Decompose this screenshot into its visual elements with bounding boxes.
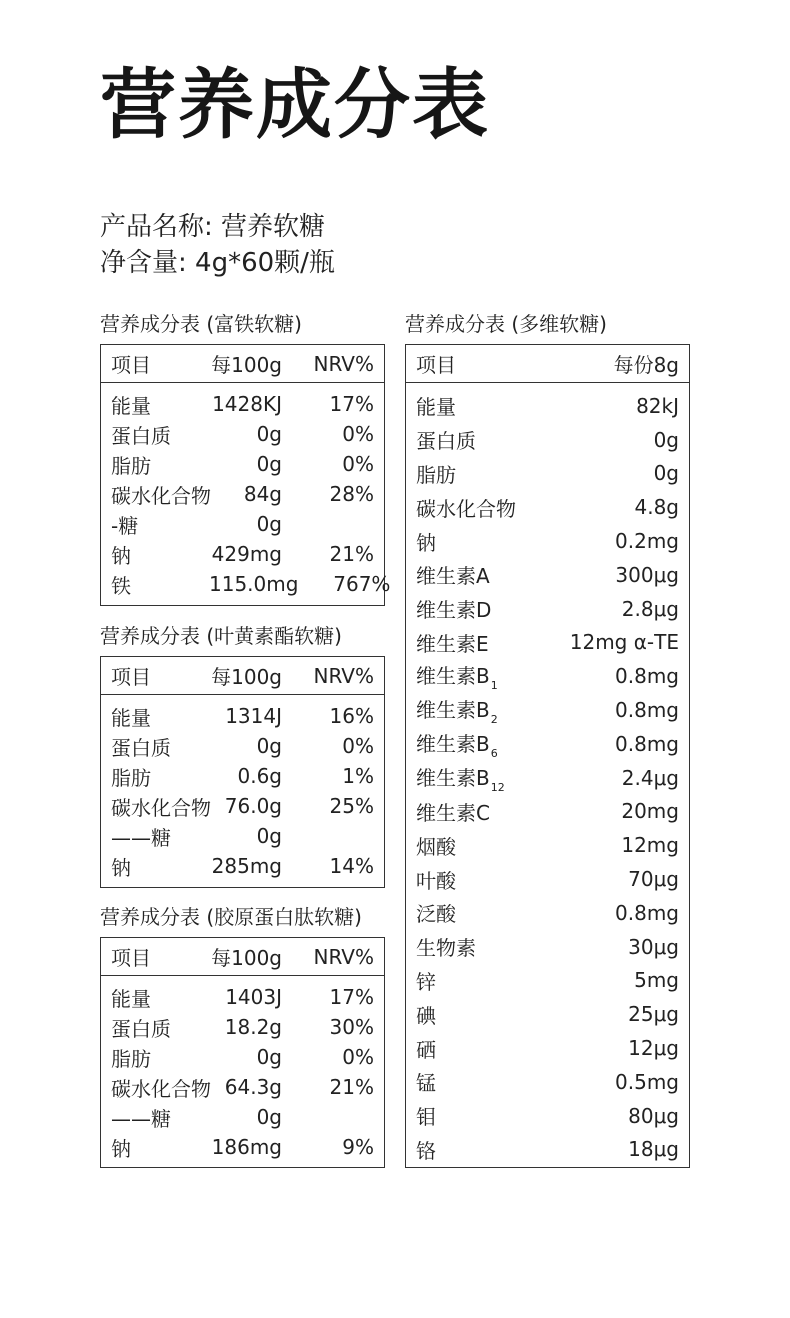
nutrient-value: 18.2g <box>224 1015 282 1039</box>
nutrient-name: 碳水化合物 <box>111 795 211 820</box>
nutrient-value: 12mg <box>621 833 679 858</box>
table-row <box>406 1133 689 1167</box>
table-row <box>101 1102 384 1132</box>
table-row <box>406 659 689 693</box>
table-row <box>406 997 689 1031</box>
nutrient-nrv: 16% <box>329 704 374 728</box>
nutrient-name: 硒 <box>416 1037 436 1062</box>
nutrient-value: 0g <box>256 824 282 848</box>
header-per100g: 每100g <box>211 353 282 377</box>
nutrient-name: 锰 <box>416 1071 436 1096</box>
table-row <box>406 626 689 660</box>
nutrient-value: 0.8mg <box>615 698 679 723</box>
collagen-table-caption: 营养成分表 (胶原蛋白肽软糖) <box>100 905 362 929</box>
nutrient-name: 碘 <box>416 1003 436 1028</box>
nutrient-nrv: 30% <box>329 1015 374 1039</box>
nutrient-name: 钠 <box>111 855 131 880</box>
nutrient-name: -糖 <box>111 513 139 538</box>
table-row <box>101 479 384 509</box>
header-nrv: NRV% <box>313 351 374 376</box>
table-row <box>406 761 689 795</box>
table-row <box>406 389 689 423</box>
nutrient-nrv: 0% <box>342 1045 374 1069</box>
table-row <box>406 964 689 998</box>
nutrient-name: 钠 <box>111 1136 131 1161</box>
vitamin-subscript: 1 <box>490 679 498 693</box>
header-nrv: NRV% <box>313 944 374 969</box>
nutrient-name: 钠 <box>416 530 436 555</box>
table-row <box>101 419 384 449</box>
nutrient-name: 锌 <box>416 969 436 994</box>
nutrient-value: 12μg <box>628 1036 679 1061</box>
nutrient-value: 0g <box>653 427 679 452</box>
nutrient-value: 0g <box>653 461 679 486</box>
table-row <box>101 389 384 419</box>
nutrient-nrv: 17% <box>329 985 374 1009</box>
table-row <box>101 851 384 881</box>
nutrient-nrv: 0% <box>342 734 374 758</box>
nutrient-nrv: 0% <box>342 422 374 446</box>
nutrient-name: 维生素$B_1$ <box>416 664 498 693</box>
collagen-nutrition-table <box>100 937 385 1168</box>
nutrient-value: 2.4μg <box>621 765 679 790</box>
table-row <box>406 1065 689 1099</box>
table-row <box>101 982 384 1012</box>
nutrient-name: 维生素$B_2$ <box>416 698 498 727</box>
nutrient-nrv: 1% <box>342 764 374 788</box>
nutrient-value: 0.8mg <box>615 731 679 756</box>
table-row <box>406 457 689 491</box>
table-row <box>101 821 384 851</box>
nutrient-name: 钠 <box>111 543 131 568</box>
nutrient-name: 维生素E <box>416 631 489 656</box>
table-body <box>406 383 689 1166</box>
nutrient-value: 0g <box>256 512 282 536</box>
nutrient-value: 0.8mg <box>615 900 679 925</box>
nutrient-name: 蛋白质 <box>416 429 476 454</box>
table-row <box>406 896 689 930</box>
nutrient-value: 18μg <box>628 1137 679 1162</box>
nutrient-name: 碳水化合物 <box>111 1076 211 1101</box>
nutrient-nrv: 28% <box>329 482 374 506</box>
nutrient-name: 能量 <box>111 705 151 730</box>
header-nrv: NRV% <box>313 663 374 688</box>
nutrient-value: 0.5mg <box>615 1069 679 1094</box>
table-header <box>101 345 384 383</box>
table-header <box>406 345 689 383</box>
nutrient-name: 铬 <box>416 1138 436 1163</box>
nutrient-value: 70μg <box>628 867 679 892</box>
nutrient-value: 285mg <box>211 854 282 878</box>
nutrient-nrv: 25% <box>329 794 374 818</box>
nutrient-name: 能量 <box>111 986 151 1011</box>
nutrient-name: ——糖 <box>111 1106 171 1131</box>
table-body <box>101 976 384 1162</box>
header-item: 项目 <box>111 665 151 689</box>
table-row <box>101 449 384 479</box>
table-row <box>101 701 384 731</box>
vitamin-subscript: 12 <box>490 780 505 794</box>
iron-table-caption: 营养成分表 (富铁软糖) <box>100 312 302 336</box>
table-header <box>101 657 384 695</box>
nutrient-value: 0g <box>256 452 282 476</box>
nutrient-name: ——糖 <box>111 825 171 850</box>
nutrient-nrv: 14% <box>329 854 374 878</box>
nutrient-nrv: 0% <box>342 452 374 476</box>
product-name: 产品名称: 营养软糖 <box>100 212 326 242</box>
iron-nutrition-table <box>100 344 391 606</box>
nutrient-value: 4.8g <box>634 495 679 520</box>
nutrient-name: 维生素$B_6$ <box>416 731 498 760</box>
lutein-table-caption: 营养成分表 (叶黄素酯软糖) <box>100 624 342 648</box>
nutrient-value: 115.0mg <box>209 572 299 596</box>
nutrient-nrv: 21% <box>329 1075 374 1099</box>
nutrient-name: 泛酸 <box>416 902 456 927</box>
table-row <box>101 731 384 761</box>
nutrient-name: 碳水化合物 <box>416 496 516 521</box>
nutrient-name: 碳水化合物 <box>111 483 211 508</box>
table-row <box>101 791 384 821</box>
table-header <box>101 938 384 976</box>
nutrient-value: 76.0g <box>224 794 282 818</box>
header-item: 项目 <box>111 946 151 970</box>
page-title: 营养成分表 <box>100 60 490 149</box>
nutrient-name: 维生素D <box>416 598 492 623</box>
nutrient-value: 80μg <box>628 1103 679 1128</box>
table-row <box>406 693 689 727</box>
nutrient-value: 0g <box>256 1105 282 1129</box>
nutrient-name: 脂肪 <box>111 1046 151 1071</box>
nutrient-value: 20mg <box>621 799 679 824</box>
nutrient-value: 12mg α-TE <box>569 630 679 655</box>
header-per100g: 每100g <box>211 665 282 689</box>
nutrient-value: 30μg <box>628 934 679 959</box>
table-row <box>406 795 689 829</box>
header-per100g: 每100g <box>211 946 282 970</box>
table-row <box>406 558 689 592</box>
nutrient-value: 0.6g <box>237 764 282 788</box>
table-row <box>101 1072 384 1102</box>
lutein-nutrition-table <box>100 656 385 888</box>
nutrient-name: 维生素$B_{12}$ <box>416 765 505 794</box>
table-row <box>101 1042 384 1072</box>
table-row <box>101 1132 384 1162</box>
header-item: 项目 <box>416 353 456 377</box>
nutrient-name: 蛋白质 <box>111 423 171 448</box>
nutrient-name: 脂肪 <box>111 453 151 478</box>
table-row <box>406 1099 689 1133</box>
nutrient-name: 生物素 <box>416 936 476 961</box>
vitamin-subscript: 6 <box>490 746 498 760</box>
nutrient-value: 429mg <box>211 542 282 566</box>
multi-table-caption: 营养成分表 (多维软糖) <box>405 312 607 336</box>
header-per-serving: 每份8g <box>613 353 679 377</box>
nutrient-value: 0.8mg <box>615 664 679 689</box>
nutrient-name: 蛋白质 <box>111 1016 171 1041</box>
nutrient-value: 1314J <box>225 704 282 728</box>
nutrient-name: 脂肪 <box>111 765 151 790</box>
nutrient-name: 蛋白质 <box>111 735 171 760</box>
table-row <box>406 524 689 558</box>
table-row <box>406 727 689 761</box>
nutrient-value: 82kJ <box>636 393 679 418</box>
nutrient-value: 64.3g <box>224 1075 282 1099</box>
table-row <box>101 509 384 539</box>
table-row <box>406 930 689 964</box>
multivitamin-nutrition-table <box>405 344 690 1168</box>
nutrient-nrv: 17% <box>329 392 374 416</box>
nutrient-value: 25μg <box>628 1002 679 1027</box>
table-row <box>101 1012 384 1042</box>
nutrient-value: 1428KJ <box>212 392 282 416</box>
nutrient-value: 84g <box>243 482 282 506</box>
header-item: 项目 <box>111 353 151 377</box>
net-content: 净含量: 4g*60颗/瓶 <box>100 248 335 278</box>
table-row <box>406 592 689 626</box>
nutrient-nrv: 767% <box>333 572 391 596</box>
table-body <box>101 383 391 599</box>
nutrient-name: 钼 <box>416 1105 436 1130</box>
nutrient-value: 2.8μg <box>621 596 679 621</box>
nutrient-value: 300μg <box>615 562 679 587</box>
table-body <box>101 695 384 881</box>
vitamin-subscript: 2 <box>490 713 498 727</box>
nutrient-value: 5mg <box>634 968 679 993</box>
nutrient-name: 维生素C <box>416 800 490 825</box>
nutrient-name: 能量 <box>416 395 456 420</box>
nutrient-name: 维生素A <box>416 564 490 589</box>
nutrient-name: 叶酸 <box>416 868 456 893</box>
nutrient-value: 0g <box>256 422 282 446</box>
table-row <box>406 1031 689 1065</box>
nutrient-nrv: 9% <box>342 1135 374 1159</box>
table-row <box>406 828 689 862</box>
nutrient-name: 能量 <box>111 393 151 418</box>
table-row <box>101 569 391 599</box>
nutrient-value: 0.2mg <box>615 529 679 554</box>
nutrient-value: 186mg <box>211 1135 282 1159</box>
table-row <box>406 490 689 524</box>
nutrient-value: 0g <box>256 1045 282 1069</box>
table-row <box>101 761 384 791</box>
nutrient-nrv: 21% <box>329 542 374 566</box>
nutrient-name: 烟酸 <box>416 834 456 859</box>
table-row <box>406 862 689 896</box>
nutrient-name: 脂肪 <box>416 462 456 487</box>
table-row <box>101 539 384 569</box>
nutrient-name: 铁 <box>111 573 131 598</box>
nutrient-value: 0g <box>256 734 282 758</box>
nutrient-value: 1403J <box>225 985 282 1009</box>
table-row <box>406 423 689 457</box>
